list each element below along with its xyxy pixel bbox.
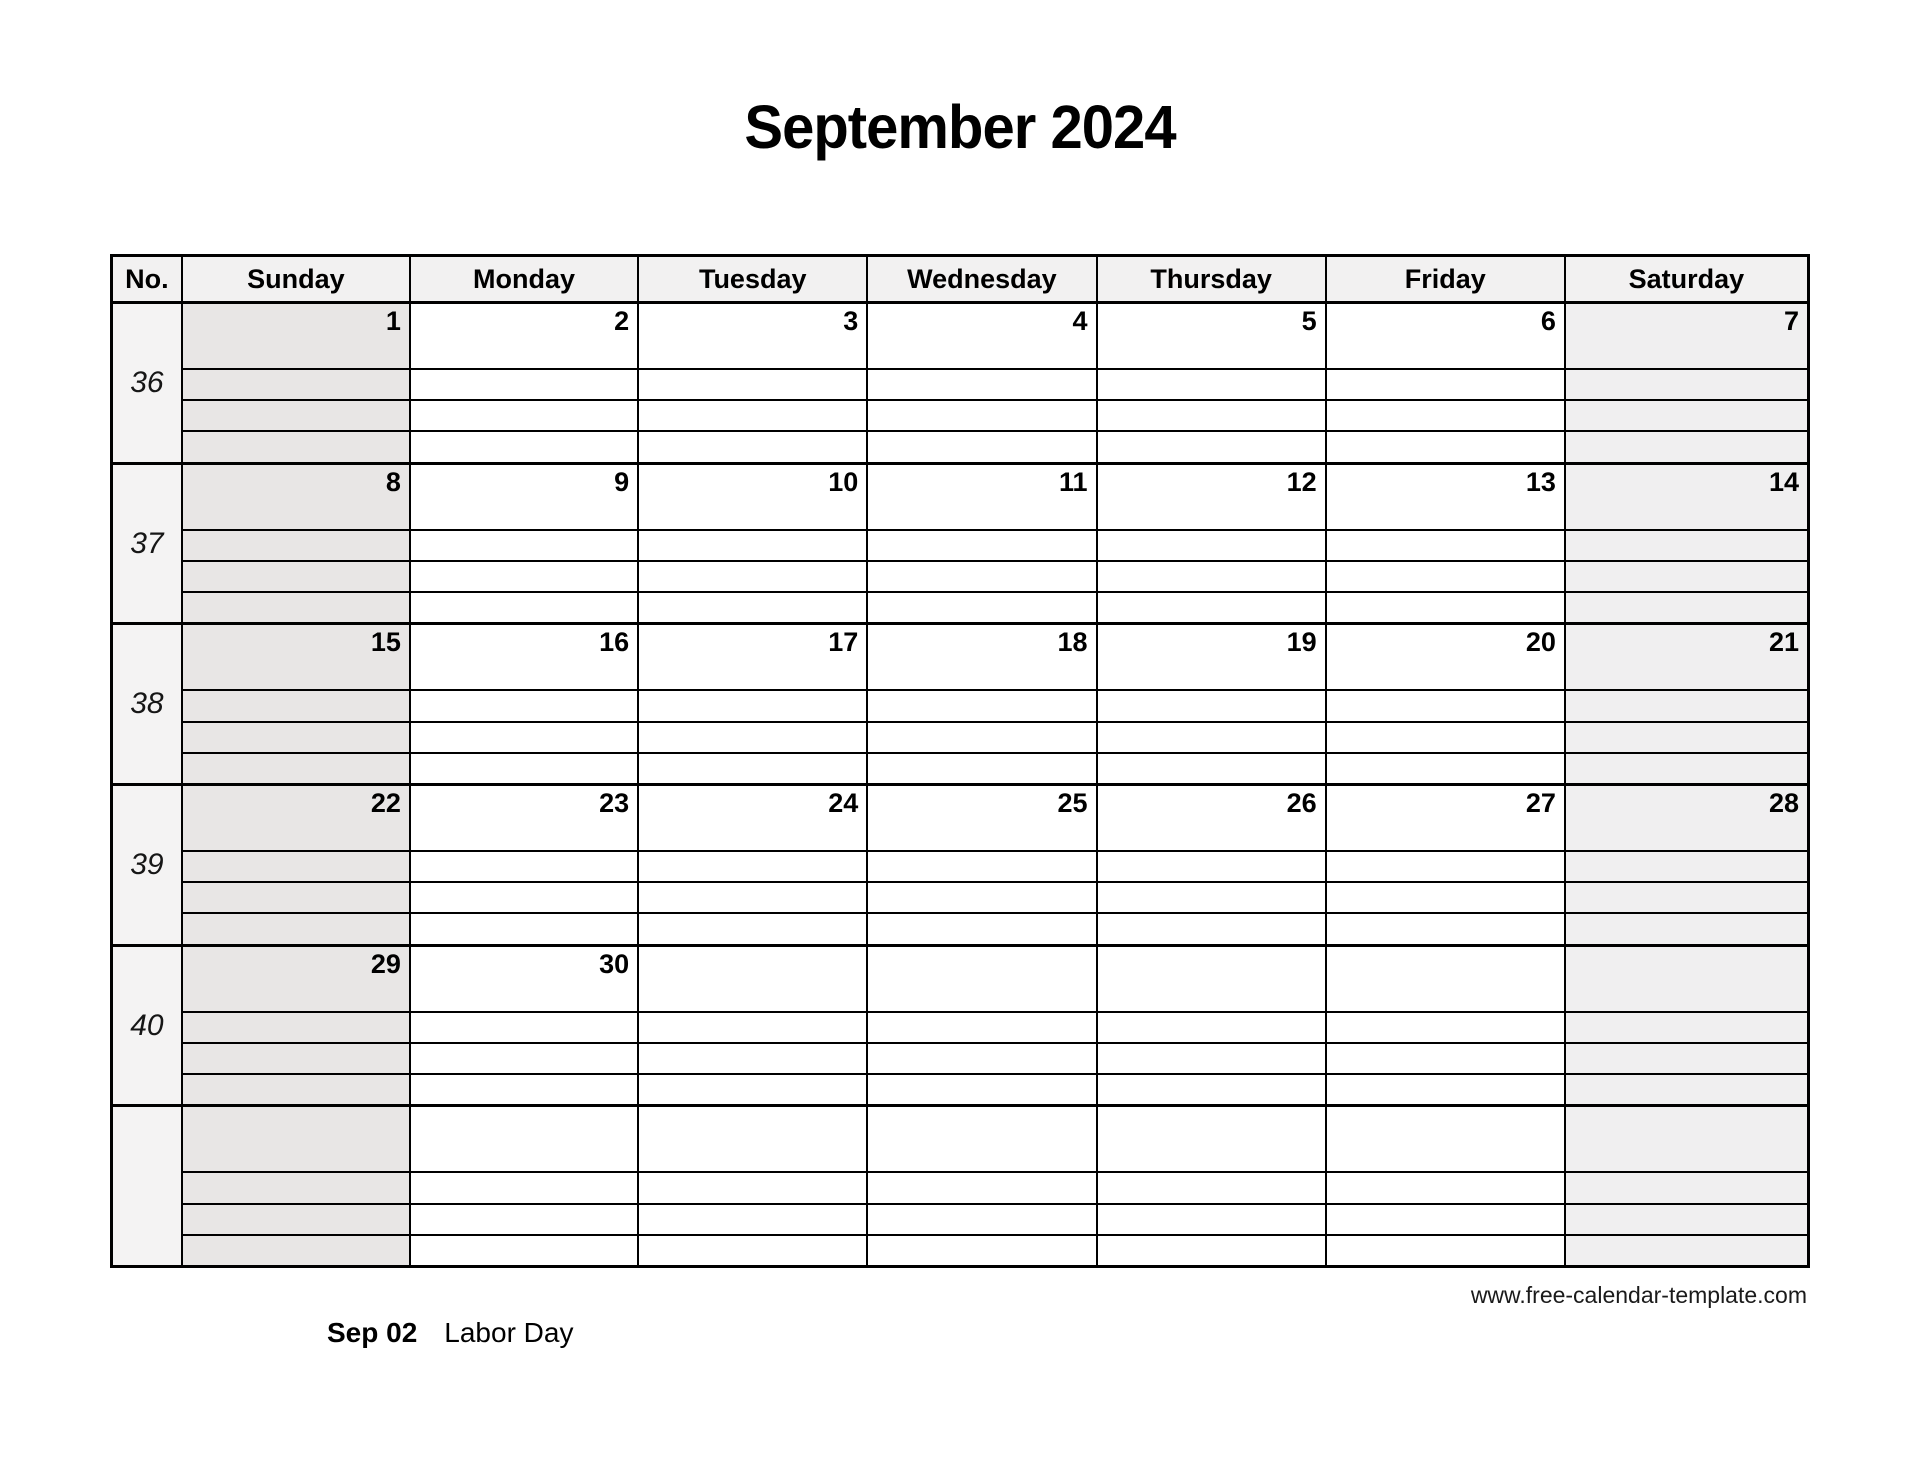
day-number: 28 [1768, 788, 1799, 819]
day-number-area [1327, 1107, 1564, 1171]
day-number-area [1327, 786, 1564, 850]
ruled-line [639, 1234, 866, 1265]
day-number: 6 [1540, 306, 1556, 336]
day-cell-tuesday [637, 625, 866, 783]
day-number-area [639, 1107, 866, 1171]
ruled-line [1566, 1011, 1807, 1042]
week-row-36 [113, 301, 1807, 462]
day-cell-thursday [1096, 947, 1325, 1105]
day-number: 20 [1525, 627, 1556, 658]
ruled-line [411, 1011, 637, 1042]
day-number-area [1327, 465, 1564, 529]
ruled-line [183, 1073, 409, 1104]
day-cell-monday [409, 1107, 637, 1265]
day-number-area [1566, 947, 1807, 1011]
day-cell-tuesday [637, 465, 866, 623]
day-cell-wednesday [866, 1107, 1095, 1265]
week-row-38 [113, 622, 1807, 783]
ruled-line [639, 752, 866, 783]
day-cell-monday [409, 304, 637, 462]
week-row-37 [113, 462, 1807, 623]
day-number-area [1566, 1107, 1807, 1171]
ruled-line [1327, 399, 1564, 430]
day-number-area [639, 625, 866, 689]
week-number-cell [113, 947, 181, 1105]
day-number-area [1098, 625, 1325, 689]
ruled-line [1327, 368, 1564, 399]
ruled-line [411, 1203, 637, 1234]
week-number: 37 [130, 526, 164, 560]
day-number: 5 [1301, 306, 1317, 336]
day-number-area [1098, 304, 1325, 368]
ruled-line [1098, 399, 1325, 430]
day-cell-saturday [1564, 625, 1807, 783]
day-number-area [1098, 465, 1325, 529]
day-cell-friday [1325, 947, 1564, 1105]
day-cell-saturday [1564, 786, 1807, 944]
day-number-area [868, 1107, 1095, 1171]
day-cell-sunday [181, 1107, 409, 1265]
ruled-line [411, 881, 637, 912]
day-number-area [1566, 465, 1807, 529]
week-number: 39 [130, 847, 164, 881]
day-number-area [1566, 786, 1807, 850]
ruled-line [1566, 689, 1807, 720]
day-cell-sunday [181, 304, 409, 462]
day-number: 3 [843, 306, 859, 336]
ruled-line [411, 560, 637, 591]
ruled-line [1566, 1171, 1807, 1202]
ruled-line [1327, 881, 1564, 912]
day-number-area [1327, 304, 1564, 368]
ruled-line [1098, 850, 1325, 881]
ruled-line [868, 591, 1095, 622]
ruled-line [183, 529, 409, 560]
ruled-line [1327, 752, 1564, 783]
ruled-line [1098, 881, 1325, 912]
day-cell-monday [409, 947, 637, 1105]
day-cell-friday [1325, 786, 1564, 944]
ruled-line [411, 912, 637, 943]
week-row-extra [113, 1104, 1807, 1265]
day-cell-wednesday [866, 304, 1095, 462]
ruled-line [1098, 912, 1325, 943]
day-number-area [183, 304, 409, 368]
ruled-line [639, 689, 866, 720]
day-number: 2 [614, 306, 630, 336]
day-number-area [639, 947, 866, 1011]
day-cell-monday [409, 465, 637, 623]
day-cell-saturday [1564, 465, 1807, 623]
ruled-line [1098, 721, 1325, 752]
ruled-line [411, 1171, 637, 1202]
day-cell-tuesday [637, 786, 866, 944]
day-number-area [868, 465, 1095, 529]
ruled-line [868, 912, 1095, 943]
ruled-line [1098, 430, 1325, 461]
day-number-area [1098, 947, 1325, 1011]
ruled-line [1566, 752, 1807, 783]
ruled-line [639, 1171, 866, 1202]
day-number [629, 1119, 637, 1120]
day-cell-tuesday [637, 1107, 866, 1265]
day-number: 1 [385, 306, 401, 336]
day-number: 19 [1286, 627, 1317, 658]
day-cell-sunday [181, 625, 409, 783]
day-number-area [411, 465, 637, 529]
ruled-line [868, 721, 1095, 752]
day-cell-monday [409, 786, 637, 944]
day-cell-friday [1325, 465, 1564, 623]
day-number: 22 [370, 788, 401, 819]
day-number-area [868, 625, 1095, 689]
ruled-line [411, 689, 637, 720]
ruled-line [183, 560, 409, 591]
day-number-area [411, 625, 637, 689]
ruled-line [868, 689, 1095, 720]
ruled-line [1327, 560, 1564, 591]
ruled-line [183, 881, 409, 912]
ruled-line [183, 399, 409, 430]
ruled-line [868, 368, 1095, 399]
ruled-line [868, 881, 1095, 912]
day-number-area [1098, 1107, 1325, 1171]
ruled-line [639, 881, 866, 912]
ruled-line [639, 591, 866, 622]
day-number: 9 [614, 466, 630, 497]
day-number-area [411, 947, 637, 1011]
ruled-line [1098, 752, 1325, 783]
ruled-line [868, 1011, 1095, 1042]
day-number: 29 [370, 948, 401, 979]
day-number-area [1327, 625, 1564, 689]
ruled-line [411, 529, 637, 560]
day-number: 24 [828, 788, 859, 819]
week-number: 40 [130, 1008, 164, 1042]
page-title: September 2024 [744, 93, 1176, 161]
holiday-date: Sep 02 [327, 1317, 418, 1348]
day-number: 21 [1768, 627, 1799, 658]
week-number-cell [113, 786, 181, 944]
ruled-line [183, 430, 409, 461]
ruled-line [639, 1042, 866, 1073]
ruled-line [1566, 1234, 1807, 1265]
ruled-line [1098, 1042, 1325, 1073]
ruled-line [868, 529, 1095, 560]
day-number-area [183, 947, 409, 1011]
day-number: 23 [599, 788, 630, 819]
day-number [1088, 1119, 1096, 1120]
day-number-area [639, 465, 866, 529]
header-cell-tuesday: Tuesday [637, 257, 866, 301]
ruled-line [1566, 850, 1807, 881]
day-number: 17 [828, 627, 859, 658]
day-number [1317, 959, 1325, 960]
holiday-name: Labor Day [444, 1317, 574, 1348]
week-number-cell [113, 304, 181, 462]
week-number-cell [113, 625, 181, 783]
week-row-39 [113, 783, 1807, 944]
day-cell-sunday [181, 465, 409, 623]
day-number: 25 [1057, 788, 1088, 819]
day-number: 4 [1072, 306, 1088, 336]
day-number-area [868, 304, 1095, 368]
ruled-line [639, 721, 866, 752]
day-number [1799, 1119, 1807, 1120]
day-cell-tuesday [637, 947, 866, 1105]
day-number: 15 [370, 627, 401, 658]
day-cell-thursday [1096, 786, 1325, 944]
day-cell-wednesday [866, 947, 1095, 1105]
day-number [1556, 959, 1564, 960]
day-number-area [183, 625, 409, 689]
ruled-line [1098, 1234, 1325, 1265]
ruled-line [1566, 1073, 1807, 1104]
ruled-line [1566, 591, 1807, 622]
ruled-line [868, 560, 1095, 591]
ruled-line [639, 1011, 866, 1042]
week-number-cell [113, 465, 181, 623]
day-number-area [1566, 304, 1807, 368]
ruled-line [639, 912, 866, 943]
header-cell-sunday: Sunday [181, 257, 409, 301]
day-number-area [639, 786, 866, 850]
ruled-line [183, 591, 409, 622]
day-cell-thursday [1096, 625, 1325, 783]
day-number: 18 [1057, 627, 1088, 658]
ruled-line [1566, 529, 1807, 560]
day-number-area [411, 786, 637, 850]
ruled-line [183, 368, 409, 399]
day-cell-tuesday [637, 304, 866, 462]
day-number [401, 1119, 409, 1120]
week-number-cell [113, 1107, 181, 1265]
day-cell-friday [1325, 1107, 1564, 1265]
day-number: 14 [1768, 466, 1799, 497]
header-cell-wednesday: Wednesday [866, 257, 1095, 301]
ruled-line [639, 529, 866, 560]
day-cell-thursday [1096, 1107, 1325, 1265]
ruled-line [411, 721, 637, 752]
ruled-line [1098, 1011, 1325, 1042]
ruled-line [1098, 591, 1325, 622]
day-number [858, 1119, 866, 1120]
ruled-line [868, 399, 1095, 430]
ruled-line [183, 1234, 409, 1265]
ruled-line [411, 850, 637, 881]
day-number: 26 [1286, 788, 1317, 819]
ruled-line [1327, 1171, 1564, 1202]
ruled-line [1566, 560, 1807, 591]
day-cell-sunday [181, 786, 409, 944]
day-cell-saturday [1564, 304, 1807, 462]
day-number-area [183, 1107, 409, 1171]
ruled-line [868, 850, 1095, 881]
ruled-line [411, 368, 637, 399]
day-number-area [411, 1107, 637, 1171]
day-number [1556, 1119, 1564, 1120]
ruled-line [1098, 368, 1325, 399]
ruled-line [1566, 881, 1807, 912]
ruled-line [639, 430, 866, 461]
day-cell-thursday [1096, 304, 1325, 462]
holiday-entry [327, 1317, 573, 1349]
day-number-area [183, 786, 409, 850]
day-cell-wednesday [866, 465, 1095, 623]
day-number-area [183, 465, 409, 529]
ruled-line [183, 1203, 409, 1234]
ruled-line [1327, 591, 1564, 622]
day-cell-sunday [181, 947, 409, 1105]
week-number: 38 [130, 687, 164, 721]
ruled-line [1327, 529, 1564, 560]
website-url: www.free-calendar-template.com [1470, 1282, 1807, 1308]
ruled-line [639, 1203, 866, 1234]
day-number [858, 959, 866, 960]
day-number: 8 [385, 466, 401, 497]
ruled-line [1327, 721, 1564, 752]
day-number [1317, 1119, 1325, 1120]
ruled-line [411, 399, 637, 430]
ruled-line [411, 430, 637, 461]
ruled-line [1566, 399, 1807, 430]
day-number: 11 [1058, 466, 1088, 497]
ruled-line [1327, 1234, 1564, 1265]
ruled-line [1566, 430, 1807, 461]
day-cell-thursday [1096, 465, 1325, 623]
ruled-line [1566, 368, 1807, 399]
ruled-line [411, 1042, 637, 1073]
ruled-line [183, 1011, 409, 1042]
header-row [113, 257, 1807, 301]
ruled-line [183, 1171, 409, 1202]
ruled-line [639, 399, 866, 430]
ruled-line [1327, 1042, 1564, 1073]
day-cell-saturday [1564, 947, 1807, 1105]
day-cell-friday [1325, 625, 1564, 783]
ruled-line [868, 1042, 1095, 1073]
day-cell-saturday [1564, 1107, 1807, 1265]
header-cell-friday: Friday [1325, 257, 1564, 301]
ruled-line [1566, 912, 1807, 943]
ruled-line [1327, 430, 1564, 461]
ruled-line [183, 721, 409, 752]
week-row-40 [113, 944, 1807, 1105]
ruled-line [639, 850, 866, 881]
ruled-line [411, 1073, 637, 1104]
ruled-line [1098, 689, 1325, 720]
ruled-line [1327, 850, 1564, 881]
ruled-line [1098, 560, 1325, 591]
ruled-line [1327, 1073, 1564, 1104]
day-number: 10 [828, 466, 859, 497]
day-cell-monday [409, 625, 637, 783]
ruled-line [183, 850, 409, 881]
ruled-line [1098, 1171, 1325, 1202]
ruled-line [1327, 1011, 1564, 1042]
day-number: 16 [599, 627, 630, 658]
ruled-line [868, 1073, 1095, 1104]
ruled-line [868, 1234, 1095, 1265]
day-number-area [868, 947, 1095, 1011]
calendar-table [110, 254, 1810, 1268]
ruled-line [1566, 1042, 1807, 1073]
day-number: 30 [599, 948, 630, 979]
day-cell-friday [1325, 304, 1564, 462]
ruled-line [1327, 689, 1564, 720]
ruled-line [1098, 1073, 1325, 1104]
ruled-line [1098, 529, 1325, 560]
ruled-line [183, 689, 409, 720]
ruled-line [183, 752, 409, 783]
ruled-line [868, 752, 1095, 783]
ruled-line [1566, 1203, 1807, 1234]
ruled-line [183, 1042, 409, 1073]
day-number [1799, 959, 1807, 960]
ruled-line [1327, 1203, 1564, 1234]
ruled-line [1566, 721, 1807, 752]
day-cell-wednesday [866, 786, 1095, 944]
day-number-area [1098, 786, 1325, 850]
ruled-line [868, 430, 1095, 461]
ruled-line [1327, 912, 1564, 943]
day-number-area [1566, 625, 1807, 689]
day-number-area [1327, 947, 1564, 1011]
ruled-line [639, 1073, 866, 1104]
ruled-line [183, 912, 409, 943]
ruled-line [639, 368, 866, 399]
day-cell-wednesday [866, 625, 1095, 783]
ruled-line [411, 1234, 637, 1265]
header-cell-monday: Monday [409, 257, 637, 301]
day-number: 7 [1783, 306, 1799, 336]
week-number: 36 [130, 365, 164, 399]
day-number-area [411, 304, 637, 368]
ruled-line [411, 752, 637, 783]
header-cell-thursday: Thursday [1096, 257, 1325, 301]
header-cell-no: No. [125, 263, 169, 294]
day-number: 27 [1525, 788, 1556, 819]
day-number-area [868, 786, 1095, 850]
ruled-line [1098, 1203, 1325, 1234]
day-number: 13 [1525, 466, 1556, 497]
day-number: 12 [1286, 466, 1317, 497]
header-cell-saturday: Saturday [1564, 257, 1807, 301]
ruled-line [411, 591, 637, 622]
ruled-line [639, 560, 866, 591]
ruled-line [868, 1171, 1095, 1202]
day-number [1088, 959, 1096, 960]
day-number-area [639, 304, 866, 368]
ruled-line [868, 1203, 1095, 1234]
